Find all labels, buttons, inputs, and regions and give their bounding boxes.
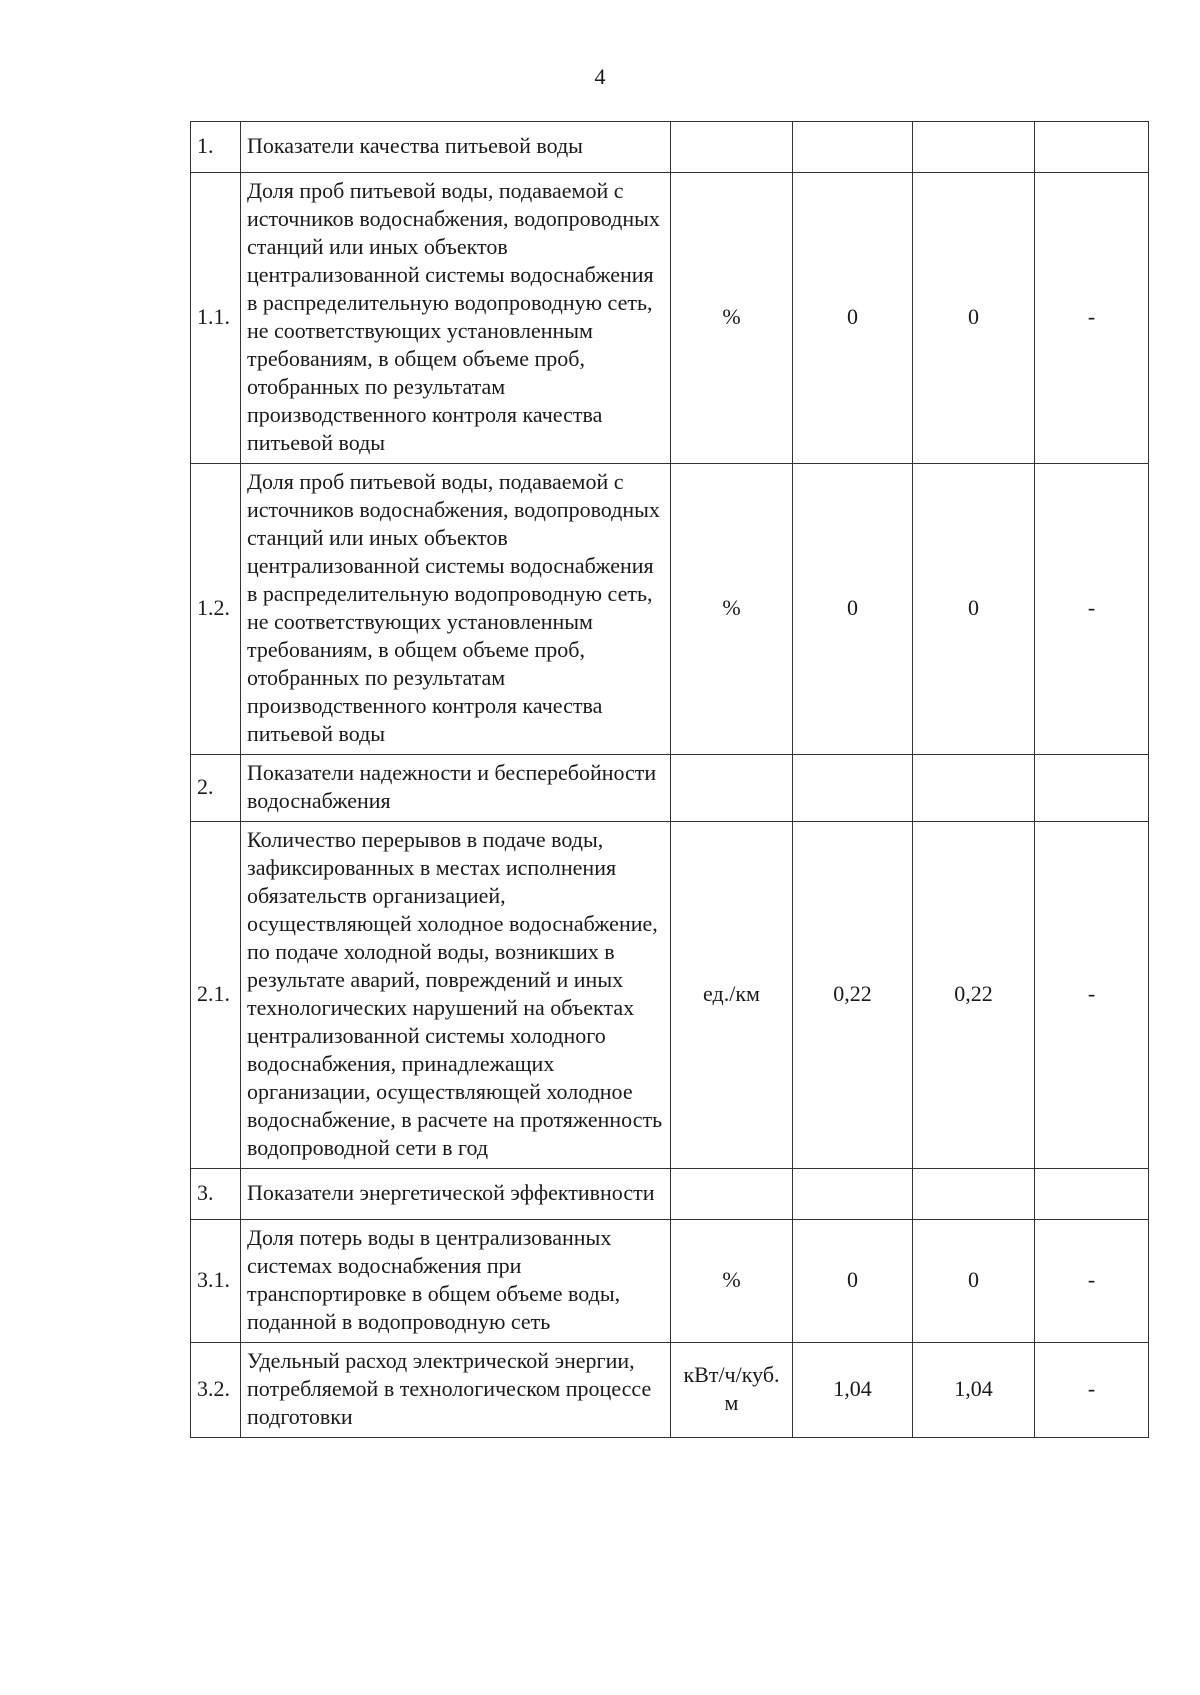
indicator-name: Доля проб питьевой воды, подаваемой с источников водоснабжения, водопроводных станций или иных объектов централизованной системы водоснабжения в распределительную водопроводную сеть, не соответствующих установленным требованиям, в общем объеме проб, отобранных по результатам производственного контроля качества питьевой воды xyxy=(241,173,671,464)
indicator-name: Показатели надежности и бесперебойности водоснабжения xyxy=(241,755,671,822)
table-row-3-1 xyxy=(191,1220,1149,1343)
value-cell-2: 0 xyxy=(913,1220,1035,1343)
unit-cell xyxy=(671,1169,793,1220)
unit-cell: % xyxy=(671,173,793,464)
value-cell-3 xyxy=(1035,1169,1149,1220)
indicator-name: Количество перерывов в подаче воды, зафиксированных в местах исполнения обязательств организацией, осуществляющей холодное водоснабжение, по подаче холодной воды, возникших в результате аварий, повреждений и иных технологических нарушений на объектах централизованной системы холодного водоснабжения, принадлежащих организации, осуществляющей холодное водоснабжение, в расчете на протяженность водопроводной сети в год xyxy=(241,822,671,1169)
value-cell-2 xyxy=(913,1169,1035,1220)
value-cell-3: - xyxy=(1035,822,1149,1169)
row-number: 3.1. xyxy=(191,1220,241,1343)
indicator-name: Показатели качества питьевой воды xyxy=(241,122,671,173)
table-row-section-3 xyxy=(191,1169,1149,1220)
row-number: 1.1. xyxy=(191,173,241,464)
indicator-name: Показатели энергетической эффективности xyxy=(241,1169,671,1220)
table-row-1-1 xyxy=(191,173,1149,464)
value-cell-3: - xyxy=(1035,1343,1149,1438)
page-number: 4 xyxy=(594,64,606,89)
indicator-name: Доля проб питьевой воды, подаваемой с источников водоснабжения, водопроводных станций или иных объектов централизованной системы водоснабжения в распределительную водопроводную сеть, не соответствующих установленным требованиям, в общем объеме проб, отобранных по результатам производственного контроля качества питьевой воды xyxy=(241,464,671,755)
value-cell-2 xyxy=(913,122,1035,173)
indicators-table xyxy=(190,121,1149,1438)
value-cell-1 xyxy=(793,755,913,822)
value-cell-1: 1,04 xyxy=(793,1343,913,1438)
row-number: 2.1. xyxy=(191,822,241,1169)
value-cell-1 xyxy=(793,122,913,173)
value-cell-3 xyxy=(1035,755,1149,822)
row-number: 1. xyxy=(191,122,241,173)
value-cell-1: 0 xyxy=(793,1220,913,1343)
value-cell-1: 0 xyxy=(793,173,913,464)
value-cell-2: 0 xyxy=(913,173,1035,464)
unit-cell xyxy=(671,755,793,822)
unit-cell: ед./км xyxy=(671,822,793,1169)
value-cell-3: - xyxy=(1035,1220,1149,1343)
unit-cell xyxy=(671,122,793,173)
value-cell-2: 1,04 xyxy=(913,1343,1035,1438)
value-cell-1: 0,22 xyxy=(793,822,913,1169)
table-row-3-2 xyxy=(191,1343,1149,1438)
unit-cell: % xyxy=(671,464,793,755)
table-row-section-1 xyxy=(191,122,1149,173)
value-cell-1 xyxy=(793,1169,913,1220)
table-row-1-2 xyxy=(191,464,1149,755)
value-cell-2: 0,22 xyxy=(913,822,1035,1169)
table-row-2-1 xyxy=(191,822,1149,1169)
value-cell-1: 0 xyxy=(793,464,913,755)
value-cell-3 xyxy=(1035,122,1149,173)
indicator-name: Доля потерь воды в централизованных системах водоснабжения при транспортировке в общем объеме воды, поданной в водопроводную сеть xyxy=(241,1220,671,1343)
indicator-name: Удельный расход электрической энергии, потребляемой в технологическом процессе подготовки xyxy=(241,1343,671,1438)
row-number: 1.2. xyxy=(191,464,241,755)
unit-cell: % xyxy=(671,1220,793,1343)
row-number: 3.2. xyxy=(191,1343,241,1438)
unit-cell: кВт/ч/куб. м xyxy=(671,1343,793,1438)
row-number: 2. xyxy=(191,755,241,822)
row-number: 3. xyxy=(191,1169,241,1220)
table-row-section-2 xyxy=(191,755,1149,822)
value-cell-2: 0 xyxy=(913,464,1035,755)
value-cell-2 xyxy=(913,755,1035,822)
value-cell-3: - xyxy=(1035,173,1149,464)
value-cell-3: - xyxy=(1035,464,1149,755)
